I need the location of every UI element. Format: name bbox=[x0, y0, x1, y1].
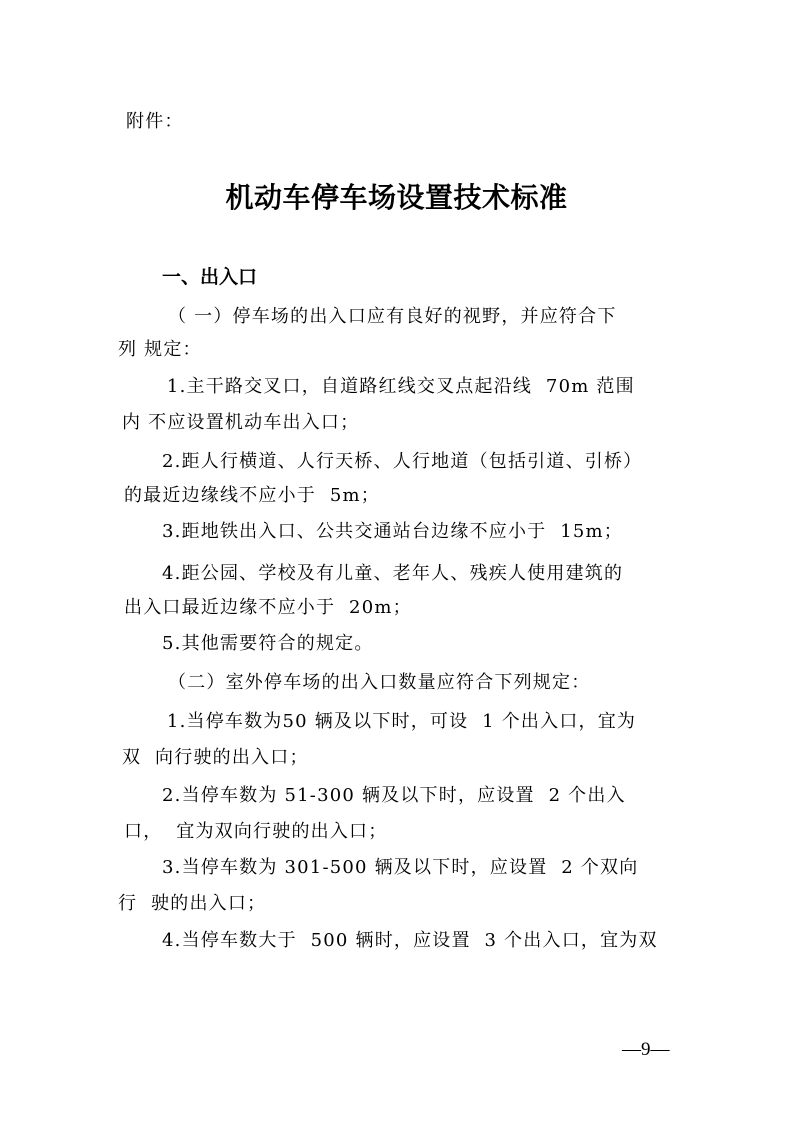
body-line: 口， 宜为双向行驶的出入口； bbox=[124, 821, 388, 842]
body-line: （二）室外停车场的出入口数量应符合下列规定： bbox=[168, 672, 591, 693]
section-heading: 一、出入口 bbox=[162, 266, 258, 288]
body-line: 行 驶的出入口； bbox=[118, 893, 267, 914]
body-line: 双 向行驶的出入口； bbox=[122, 747, 309, 768]
document-title: 机动车停车场设置技术标准 bbox=[225, 181, 568, 214]
body-line: 4.当停车数大于 500 辆时，应设置 3 个出入口，宜为双 bbox=[162, 930, 658, 951]
body-line: 2.距人行横道、人行天桥、人行地道（包括引道、引桥） bbox=[162, 451, 643, 472]
attachment-label: 附件： bbox=[126, 111, 184, 132]
body-line: 出入口最近边缘不应小于 20m； bbox=[124, 597, 412, 618]
body-line: （ 一）停车场的出入口应有良好的视野，并应符合下 bbox=[168, 306, 617, 327]
body-line: 2.当停车数为 51-300 辆及以下时，应设置 2 个出入 bbox=[162, 785, 626, 806]
body-line: 列 规定： bbox=[118, 339, 202, 360]
body-line: 5.其他需要符合的规定。 bbox=[162, 633, 374, 654]
body-line: 4.距公园、学校及有儿童、老年人、残疾人使用建筑的 bbox=[162, 563, 624, 584]
body-line: 3.当停车数为 301-500 辆及以下时，应设置 2 个双向 bbox=[162, 857, 639, 878]
body-line: 3.距地铁出入口、公共交通站台边缘不应小于 15m； bbox=[162, 521, 623, 542]
body-line: 内 不应设置机动车出入口； bbox=[122, 412, 360, 433]
body-line: 1.主干路交叉口，自道路红线交叉点起沿线 70m 范围 bbox=[160, 376, 635, 397]
page-number: —9— bbox=[622, 1039, 670, 1060]
body-line: 1.当停车数为50 辆及以下时，可设 1 个出入口，宜为 bbox=[160, 711, 637, 732]
body-line: 的最近边缘线不应小于 5m； bbox=[124, 485, 380, 506]
